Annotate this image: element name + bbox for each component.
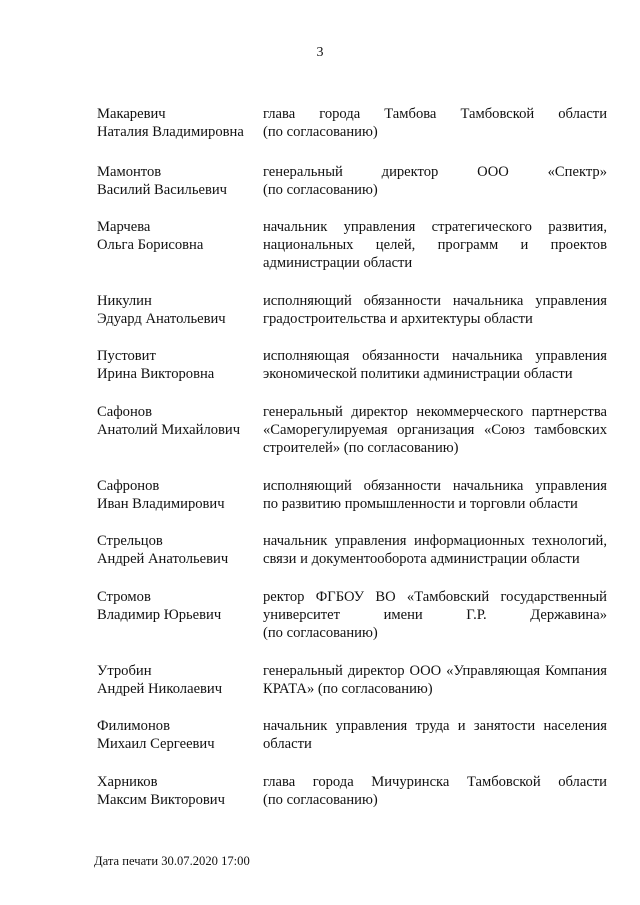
position-description	[263, 218, 607, 272]
surname: Сафонов	[97, 404, 152, 420]
position-description	[263, 163, 607, 199]
surname: Макаревич	[97, 106, 166, 122]
surname: Сафронов	[97, 478, 160, 494]
position-description	[263, 532, 607, 568]
person-name	[97, 773, 257, 809]
person-name	[97, 588, 257, 624]
description-line: генеральный директор некоммерческого партнерства	[263, 404, 607, 420]
description-line: градостроительства и архитектуры области	[263, 311, 533, 327]
description-line: генеральный директор ООО «Спектр»	[263, 164, 607, 180]
given-names: Анатолий Михайлович	[97, 422, 241, 438]
surname: Мамонтов	[97, 164, 162, 180]
surname: Харников	[97, 774, 158, 790]
description-line: генеральный директор ООО «Управляющая Компания	[263, 663, 607, 679]
description-line: (по согласованию)	[263, 182, 378, 198]
description-line: университет имени Г.Р. Державина»	[263, 607, 607, 623]
position-description	[263, 662, 607, 698]
description-line: начальник управления информационных технологий,	[263, 533, 607, 549]
surname: Стромов	[97, 589, 151, 605]
position-description	[263, 347, 607, 383]
person-name	[97, 403, 257, 439]
given-names: Эдуард Анатольевич	[97, 311, 226, 327]
person-name	[97, 163, 257, 199]
print-date-footer: Дата печати 30.07.2020 17:00	[94, 854, 250, 868]
description-line: начальник управления стратегического развития,	[263, 219, 607, 235]
description-line: глава города Тамбова Тамбовской области	[263, 106, 607, 122]
surname: Утробин	[97, 663, 152, 679]
person-name	[97, 105, 257, 141]
given-names: Наталия Владимировна	[97, 124, 244, 140]
position-description	[263, 717, 607, 753]
given-names: Максим Викторович	[97, 792, 225, 808]
given-names: Иван Владимирович	[97, 496, 225, 512]
given-names: Ирина Викторовна	[97, 366, 215, 382]
position-description	[263, 773, 607, 809]
given-names: Андрей Анатольевич	[97, 551, 229, 567]
surname: Никулин	[97, 293, 152, 309]
description-line: (по согласованию)	[263, 625, 378, 641]
given-names: Андрей Николаевич	[97, 681, 223, 697]
position-description	[263, 105, 607, 141]
description-line: области	[263, 736, 312, 752]
surname: Филимонов	[97, 718, 170, 734]
surname: Марчева	[97, 219, 151, 235]
description-line: глава города Мичуринска Тамбовской области	[263, 774, 607, 790]
description-line: начальник управления труда и занятости населения	[263, 718, 607, 734]
description-line: исполняющая обязанности начальника управления	[263, 348, 607, 364]
description-line: связи и документооборота администрации области	[263, 551, 580, 567]
description-line: исполняющий обязанности начальника управления	[263, 478, 607, 494]
person-name	[97, 532, 257, 568]
position-description	[263, 588, 607, 642]
person-name	[97, 218, 257, 254]
person-name	[97, 477, 257, 513]
given-names: Владимир Юрьевич	[97, 607, 222, 623]
description-line: исполняющий обязанности начальника управления	[263, 293, 607, 309]
description-line: КРАТА» (по согласованию)	[263, 681, 433, 697]
description-line: строителей» (по согласованию)	[263, 440, 459, 456]
description-line: ректор ФГБОУ ВО «Тамбовский государственный	[263, 589, 607, 605]
description-line: (по согласованию)	[263, 792, 378, 808]
position-description	[263, 403, 607, 457]
description-line: национальных целей, программ и проектов	[263, 237, 607, 253]
page-number: 3	[316, 45, 324, 60]
position-description	[263, 477, 607, 513]
description-line: экономической политики администрации области	[263, 366, 573, 382]
person-name	[97, 717, 257, 753]
person-name	[97, 292, 257, 328]
description-line: администрации области	[263, 255, 413, 271]
person-name	[97, 347, 257, 383]
description-line: по развитию промышленности и торговли области	[263, 496, 578, 512]
position-description	[263, 292, 607, 328]
description-line: (по согласованию)	[263, 124, 378, 140]
surname: Пустовит	[97, 348, 156, 364]
description-line: «Саморегулируемая организация «Союз тамбовских	[263, 422, 607, 438]
given-names: Ольга Борисовна	[97, 237, 204, 253]
given-names: Михаил Сергеевич	[97, 736, 215, 752]
person-name	[97, 662, 257, 698]
surname: Стрельцов	[97, 533, 163, 549]
given-names: Василий Васильевич	[97, 182, 228, 198]
